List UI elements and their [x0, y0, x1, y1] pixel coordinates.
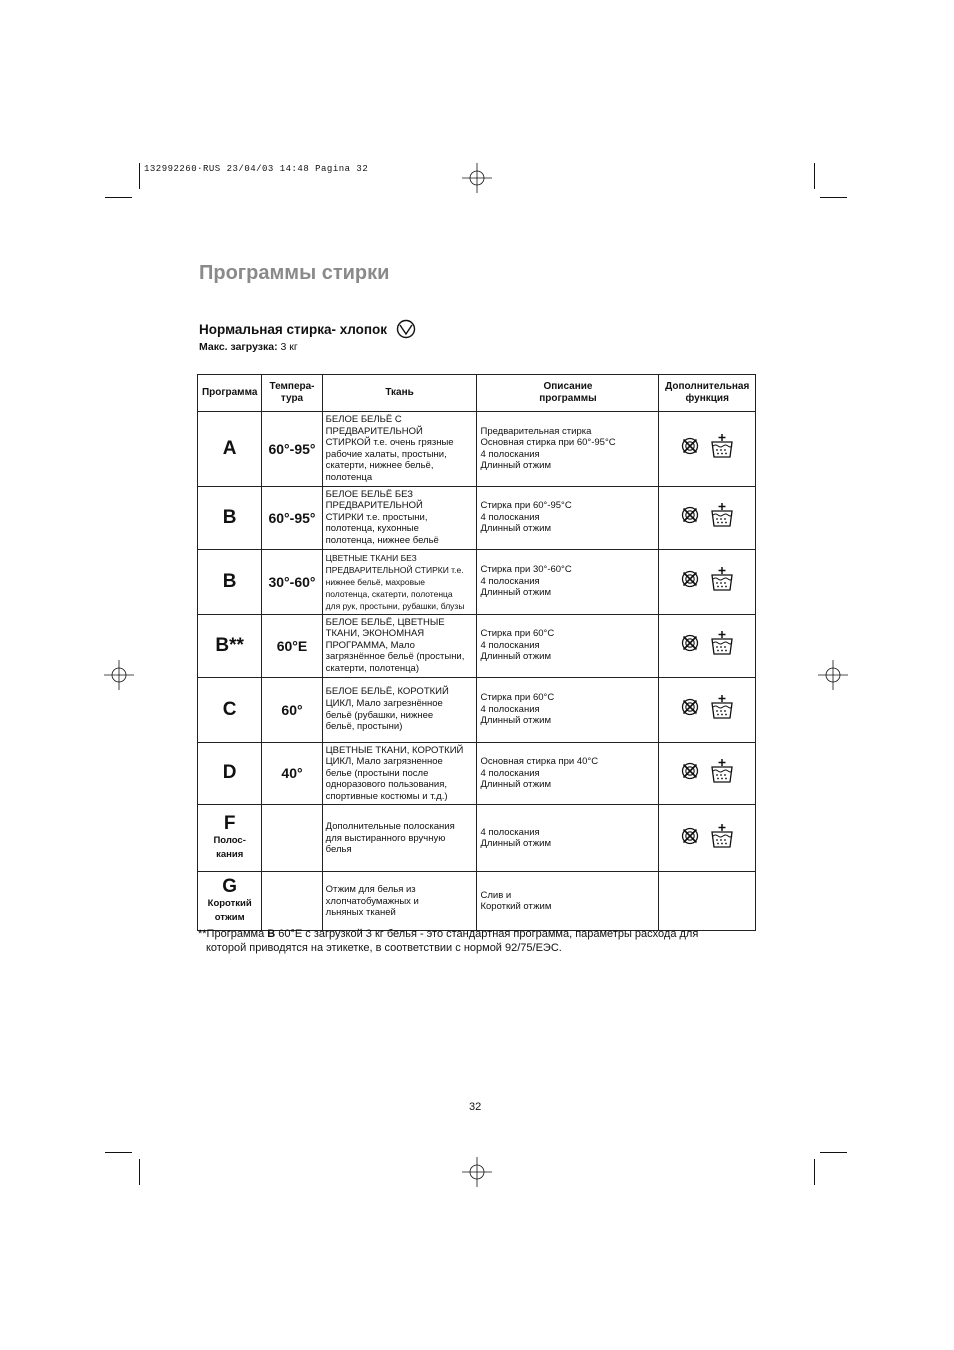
program-name: Полос-	[213, 835, 246, 847]
page-number: 32	[469, 1101, 482, 1113]
max-load-value: 3 кг	[280, 341, 298, 353]
description-cell	[477, 677, 659, 742]
fabric-line: белья	[325, 844, 352, 856]
no-spin-icon	[680, 569, 700, 594]
crop-mark	[820, 1152, 847, 1153]
fabric-cell	[322, 412, 477, 487]
fabric-line: ПРОГРАММА, Мало	[325, 639, 415, 651]
fabric-line: бельё, простыни)	[325, 721, 403, 733]
crop-mark	[820, 197, 847, 198]
functions-cell	[659, 872, 756, 931]
description-cell	[477, 549, 659, 614]
header-functions	[659, 375, 756, 412]
fabric-line: льняных тканей	[325, 907, 396, 919]
footnote	[198, 927, 758, 955]
fabric-line: белье (простыни после	[325, 767, 429, 779]
table-body	[198, 412, 756, 931]
fabric-line: полотенца	[325, 471, 373, 483]
registration-mark-icon	[462, 1157, 492, 1187]
fabric-cell	[322, 677, 477, 742]
table-row	[198, 486, 756, 549]
extra-rinse-icon	[710, 823, 734, 854]
description-cell	[477, 805, 659, 872]
header-temperature	[262, 375, 322, 412]
description-line: 4 полоскания	[480, 826, 540, 838]
crop-mark	[105, 1152, 132, 1153]
program-letter: B**	[215, 634, 244, 656]
registration-mark-icon	[104, 660, 134, 690]
functions-cell	[659, 677, 756, 742]
program-name: отжим	[214, 912, 245, 924]
description-line: 4 полоскания	[480, 511, 540, 523]
fabric-line: ЦВЕТНЫЕ ТКАНИ БЕЗ	[325, 552, 417, 563]
no-spin-icon	[680, 826, 700, 851]
fabric-line: полотенца, кухонные	[325, 523, 419, 535]
crop-mark	[814, 1159, 815, 1185]
fabric-line: хлопчатобумажных и	[325, 895, 419, 907]
header-program: Программа	[198, 375, 262, 412]
no-spin-icon	[680, 761, 700, 786]
description-line: Длинный отжим	[480, 651, 551, 663]
description-cell	[477, 742, 659, 805]
header-description	[477, 375, 659, 412]
description-cell	[477, 412, 659, 487]
functions-cell	[659, 549, 756, 614]
no-spin-icon	[680, 505, 700, 530]
fabric-line: ПРЕДВАРИТЕЛЬНОЙ СТИРКИ т.е.	[325, 564, 464, 575]
registration-mark-icon	[462, 163, 492, 193]
temperature-cell: 60°	[262, 677, 322, 742]
fabric-line: БЕЛОЕ БЕЛЬЁ, КОРОТКИЙ	[325, 686, 449, 698]
footnote-program: B	[267, 928, 276, 940]
fabric-cell	[322, 805, 477, 872]
program-cell	[198, 486, 262, 549]
program-letter: F	[223, 813, 236, 835]
description-line: Длинный отжим	[480, 587, 551, 599]
description-line: 4 полоскания	[480, 575, 540, 587]
fabric-cell	[322, 614, 477, 677]
temperature-cell: 30°-60°	[262, 549, 322, 614]
footnote-text: **Программа	[198, 928, 268, 940]
fabric-line: для рук, простыни, рубашки, блузы	[325, 600, 465, 611]
description-line: Короткий отжим	[480, 901, 552, 913]
extra-rinse-icon	[710, 758, 734, 789]
fabric-line: СТИРКОЙ т.е. очень грязные	[325, 437, 454, 449]
description-line: Длинный отжим	[480, 523, 551, 535]
fabric-line: ЦИКЛ, Мало загрязненное	[325, 756, 443, 768]
extra-rinse-icon	[710, 502, 734, 533]
programs-table	[197, 374, 756, 931]
program-cell	[198, 412, 262, 487]
fabric-line: ЦИКЛ, Мало загрезнённое	[325, 697, 443, 709]
fabric-line: БЕЛОЕ БЕЛЬЁ БЕЗ	[325, 488, 413, 500]
temperature-cell	[262, 872, 322, 931]
fabric-line: полотенца, нижнее бельё	[325, 534, 439, 546]
header-functions-line: Дополнительная	[665, 381, 750, 392]
program-letter: B	[222, 506, 237, 528]
program-letter: A	[222, 437, 237, 459]
description-line: Стирка при 60°-95°С	[480, 500, 572, 512]
header-temperature-line: тура	[280, 393, 304, 404]
header-description-line: программы	[539, 393, 597, 404]
fabric-line: БЕЛОЕ БЕЛЬЁ, ЦВЕТНЫЕ	[325, 616, 445, 628]
program-cell	[198, 805, 262, 872]
program-name: Короткий	[207, 898, 252, 910]
description-line: Стирка при 30°-60°С	[480, 564, 572, 576]
table-row	[198, 549, 756, 614]
description-line: Основная стирка при 60°-95°С	[480, 437, 616, 449]
table-row	[198, 412, 756, 487]
max-load-label: Макс. загрузка:	[199, 341, 278, 353]
program-letter: D	[222, 762, 237, 784]
functions-cell	[659, 742, 756, 805]
description-line: Стирка при 60°С	[480, 628, 555, 640]
program-cell	[198, 614, 262, 677]
fabric-line: Отжим для белья из	[325, 884, 416, 896]
fabric-line: ЦВЕТНЫЕ ТКАНИ, КОРОТКИЙ	[325, 744, 464, 756]
header-temperature-line: Темпера-	[269, 381, 315, 392]
program-name: кания	[216, 849, 244, 861]
fabric-line: ПРЕДВАРИТЕЛЬНОЙ	[325, 425, 423, 437]
no-spin-icon	[680, 697, 700, 722]
temperature-cell: 60°-95°	[262, 486, 322, 549]
fabric-line: ТКАНИ, ЭКОНОМНАЯ	[325, 628, 425, 640]
description-line: Длинный отжим	[480, 715, 551, 727]
description-cell	[477, 486, 659, 549]
fabric-line: полотенца, скатерти, полотенца	[325, 588, 453, 599]
extra-rinse-icon	[710, 694, 734, 725]
description-line: Длинный отжим	[480, 838, 551, 850]
crop-mark	[814, 163, 815, 189]
description-line: 4 полоскания	[480, 703, 540, 715]
program-letter: C	[222, 698, 237, 720]
description-line: 4 полоскания	[480, 448, 540, 460]
description-line: Стирка при 60°С	[480, 692, 555, 704]
table-row	[198, 742, 756, 805]
table-row	[198, 872, 756, 931]
description-line: Слив и	[480, 889, 512, 901]
crop-mark	[105, 197, 132, 198]
fabric-line: нижнее бельё, махровые	[325, 576, 425, 587]
fabric-line: скатерти, нижнее бельё,	[325, 460, 434, 472]
description-line: 4 полоскания	[480, 639, 540, 651]
cotton-care-symbol-icon	[395, 319, 417, 339]
description-line: Длинный отжим	[480, 779, 551, 791]
temperature-cell: 60°-95°	[262, 412, 322, 487]
program-letter: B	[222, 570, 237, 592]
footnote-text: 60°E с загрузкой 3 кг белья - это стандартная программа, параметры расхода для	[275, 928, 699, 940]
fabric-line: одноразового пользования,	[325, 779, 448, 791]
header-functions-line: функция	[685, 393, 729, 404]
program-cell	[198, 549, 262, 614]
fabric-cell	[322, 486, 477, 549]
fabric-line: ПРЕДВАРИТЕЛЬНОЙ	[325, 500, 423, 512]
fabric-line: загрязнённое бельё (простыни,	[325, 651, 465, 663]
fabric-line: бельё (рубашки, нижнее	[325, 709, 434, 721]
footnote-line	[198, 927, 758, 941]
temperature-cell: 40°	[262, 742, 322, 805]
header-fabric: Ткань	[322, 375, 477, 412]
description-line: Предварительная стирка	[480, 425, 592, 437]
section-title	[199, 319, 417, 339]
header-description-line: Описание	[543, 381, 593, 392]
program-cell	[198, 742, 262, 805]
page-title: Программы стирки	[199, 262, 390, 284]
section-title-text: Нормальная стирка- хлопок	[199, 321, 388, 337]
functions-cell	[659, 614, 756, 677]
program-cell	[198, 677, 262, 742]
fabric-cell	[322, 549, 477, 614]
table-row	[198, 805, 756, 872]
fabric-line: Дополнительные полоскания	[325, 821, 455, 833]
description-line: 4 полоскания	[480, 767, 540, 779]
fabric-line: СТИРКИ т.е. простыни,	[325, 511, 428, 523]
table-row	[198, 677, 756, 742]
program-cell	[198, 872, 262, 931]
table-row	[198, 614, 756, 677]
fabric-line: для выстиранного вручную	[325, 832, 446, 844]
extra-rinse-icon	[710, 630, 734, 661]
functions-cell	[659, 412, 756, 487]
description-cell	[477, 872, 659, 931]
extra-rinse-icon	[710, 433, 734, 464]
description-cell	[477, 614, 659, 677]
temperature-cell: 60°E	[262, 614, 322, 677]
temperature-cell	[262, 805, 322, 872]
fabric-line: скатерти, полотенца)	[325, 662, 419, 674]
fabric-cell	[322, 742, 477, 805]
functions-cell	[659, 486, 756, 549]
functions-cell	[659, 805, 756, 872]
registration-mark-icon	[818, 660, 848, 690]
description-line: Основная стирка при 40°С	[480, 756, 599, 768]
print-header: 132992260·RUS 23/04/03 14:48 Pagina 32	[144, 164, 369, 174]
program-letter: G	[222, 876, 238, 898]
max-load	[199, 341, 298, 353]
fabric-line: спортивные костюмы и т.д.)	[325, 790, 448, 802]
no-spin-icon	[680, 436, 700, 461]
description-line: Длинный отжим	[480, 460, 551, 472]
extra-rinse-icon	[710, 566, 734, 597]
crop-mark	[139, 163, 140, 189]
table-header-row	[198, 375, 756, 412]
footnote-line: которой приводятся на этикетке, в соответствии с нормой 92/75/ЕЭС.	[206, 942, 562, 954]
fabric-line: рабочие халаты, простыни,	[325, 448, 447, 460]
fabric-cell	[322, 872, 477, 931]
no-spin-icon	[680, 633, 700, 658]
crop-mark	[139, 1159, 140, 1185]
fabric-line: БЕЛОЕ БЕЛЬЁ С	[325, 414, 402, 425]
